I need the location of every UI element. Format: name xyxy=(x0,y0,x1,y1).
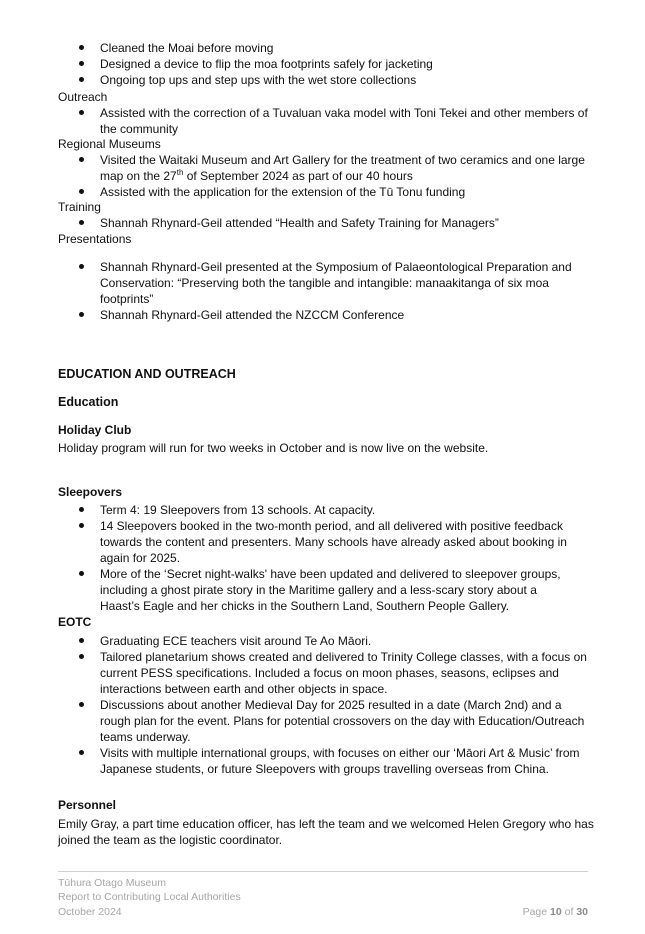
training-heading: Training xyxy=(58,200,101,214)
eotc-section xyxy=(58,614,598,777)
bullet-icon xyxy=(79,523,84,528)
bullet-icon xyxy=(79,61,84,66)
list-item: Designed a device to flip the moa footprints safely for jacketing xyxy=(58,56,598,72)
personnel-text: Emily Gray, a part time education officer, has left the team and we welcomed Helen Gregory who has joined the team as the logistic coordinator. xyxy=(58,817,594,847)
training-section xyxy=(58,199,598,231)
bullet-icon xyxy=(79,750,84,755)
bullet-icon xyxy=(79,77,84,82)
footer-date: October 2024 xyxy=(58,906,122,918)
list-item: Discussions about another Medieval Day for 2025 resulted in a date (March 2nd) and a rough plan for the event. Plans for potential crossovers on the day with Education/Outreach teams underway. xyxy=(58,697,598,745)
presentations-heading: Presentations xyxy=(58,232,132,246)
bullet-icon xyxy=(79,312,84,317)
bullet-icon xyxy=(79,110,84,115)
personnel-heading: Personnel xyxy=(58,798,117,812)
bullet-icon xyxy=(79,45,84,50)
list-item: Shannah Rhynard-Geil attended the NZCCM Conference xyxy=(58,307,598,323)
list-item: Visits with multiple international groups, with focuses on either our ‘Māori Art & Music’ from Japanese students, or future Sleepovers with groups travelling overseas from China. xyxy=(58,745,598,777)
bullet-icon xyxy=(79,638,84,643)
conservation-bullets xyxy=(58,40,598,88)
list-item: 14 Sleepovers booked in the two-month period, and all delivered with positive feedback towards the content and presenters. Many schools have already asked about booking in again for 2025. xyxy=(58,518,598,566)
bullet-icon xyxy=(79,264,84,269)
bullet-icon xyxy=(79,220,84,225)
bullet-icon xyxy=(79,507,84,512)
list-item: Term 4: 19 Sleepovers from 13 schools. At capacity. xyxy=(58,502,598,518)
outreach-section xyxy=(58,89,598,137)
holiday-section xyxy=(58,422,598,456)
bullet-icon xyxy=(79,189,84,194)
list-item: Cleaned the Moai before moving xyxy=(58,40,598,56)
holiday-heading: Holiday Club xyxy=(58,423,132,437)
list-item: Visited the Waitaki Museum and Art Gallery for the treatment of two ceramics and one large map on the 27th of September 2024 as part of our 40 hours xyxy=(58,152,598,184)
page-number: Page 10 of 30 xyxy=(522,906,588,918)
list-item: Shannah Rhynard-Geil attended “Health and Safety Training for Managers” xyxy=(58,215,598,231)
subsection-title: Education xyxy=(58,395,119,409)
list-item: Shannah Rhynard-Geil presented at the Symposium of Palaeontological Preparation and Conservation: “Preserving both the tangible and intangible: manaakitanga of six moa footprints” xyxy=(58,259,598,307)
eotc-heading: EOTC xyxy=(58,615,92,629)
list-item: Ongoing top ups and step ups with the wet store collections xyxy=(58,72,598,88)
list-item: Assisted with the correction of a Tuvaluan vaka model with Toni Tekei and other members of the community xyxy=(58,105,598,137)
bullet-icon xyxy=(79,157,84,162)
holiday-text: Holiday program will run for two weeks in October and is now live on the website. xyxy=(58,441,489,455)
sleepovers-section xyxy=(58,484,598,614)
section-title: EDUCATION AND OUTREACH xyxy=(58,367,236,381)
bullet-icon xyxy=(79,571,84,576)
list-item: More of the ‘Secret night-walks' have been updated and delivered to sleepover groups, including a ghost pirate story in the Maritime gallery and a less-scary story about a Haast’s Eagle and her chicks in the Southern Land, Southern People Gallery. xyxy=(58,566,598,614)
footer-report: Report to Contributing Local Authorities xyxy=(58,891,241,903)
bullet-icon xyxy=(79,702,84,707)
personnel-section xyxy=(58,797,598,848)
footer-divider xyxy=(58,871,588,872)
footer-org: Tūhura Otago Museum xyxy=(58,877,166,889)
sleepovers-heading: Sleepovers xyxy=(58,485,123,499)
list-item: Graduating ECE teachers visit around Te Ao Māori. xyxy=(58,633,598,649)
regional-section xyxy=(58,136,598,200)
list-item: Tailored planetarium shows created and delivered to Trinity College classes, with a focus on current PESS specifications. Included a focus on moon phases, seasons, eclipses and interactions between earth and other objects in space. xyxy=(58,649,598,697)
regional-heading: Regional Museums xyxy=(58,137,161,151)
outreach-heading: Outreach xyxy=(58,90,108,104)
list-item: Assisted with the application for the extension of the Tū Tonu funding xyxy=(58,184,598,200)
bullet-icon xyxy=(79,654,84,659)
presentations-section xyxy=(58,231,598,323)
